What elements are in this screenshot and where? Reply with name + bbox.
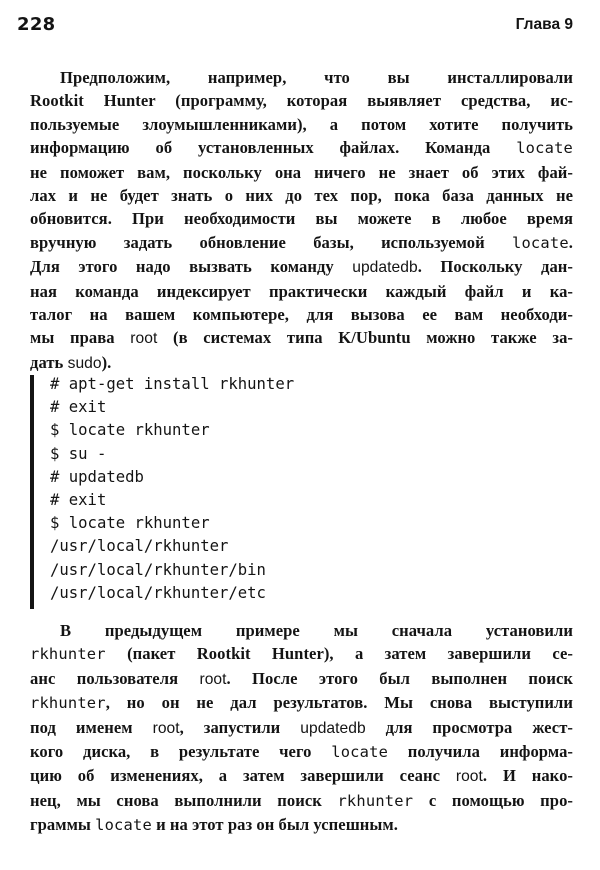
text-line bbox=[30, 89, 573, 112]
text-line bbox=[30, 280, 573, 303]
text-line bbox=[30, 326, 573, 350]
paragraph-2 bbox=[30, 619, 573, 838]
inline-code: rkhunter bbox=[30, 645, 106, 664]
text-run: для просмотра жест- bbox=[365, 717, 573, 737]
text-run: под именем bbox=[30, 717, 153, 737]
page-number: 228 bbox=[17, 14, 56, 35]
text-run: , но он не дал результатов. Мы снова выступили bbox=[105, 693, 573, 713]
code-line: # exit bbox=[50, 398, 107, 417]
text-line bbox=[30, 113, 573, 136]
text-run: Для этого надо вызвать команду bbox=[30, 257, 353, 277]
text-run: , запустили bbox=[179, 717, 301, 737]
code-line: /usr/local/rkhunter/etc bbox=[50, 583, 266, 602]
text-run: получила информа- bbox=[388, 742, 573, 762]
code-line: # exit bbox=[50, 490, 107, 509]
inline-code: rkhunter bbox=[337, 791, 414, 810]
text-line bbox=[30, 303, 573, 326]
text-run: . И нако- bbox=[482, 766, 573, 786]
text-line bbox=[30, 764, 573, 788]
text-run: граммы bbox=[30, 815, 96, 835]
text-line bbox=[30, 667, 573, 691]
text-run: нец, мы снова выполнили поиск bbox=[30, 790, 338, 810]
text-run: В предыдущем примере мы сначала установили bbox=[60, 621, 573, 640]
code-line: $ su - bbox=[50, 444, 107, 463]
text-line bbox=[30, 231, 573, 255]
text-run: (в системах типа K/Ubuntu можно также за- bbox=[157, 328, 573, 348]
text-run: (пакет Rootkit Hunter), а затем завершили се- bbox=[105, 644, 573, 664]
inline-command: updatedb bbox=[300, 719, 366, 737]
inline-command: root bbox=[130, 330, 158, 348]
text-run: дать bbox=[30, 352, 68, 372]
text-line bbox=[30, 136, 573, 160]
text-line bbox=[30, 716, 573, 740]
inline-command: updatedb bbox=[352, 259, 418, 277]
text-line bbox=[30, 813, 573, 837]
inline-command: root bbox=[152, 719, 180, 737]
text-run: кого диска, в результате чего bbox=[30, 742, 332, 762]
text-run: мы права bbox=[30, 328, 131, 348]
inline-command: sudo bbox=[67, 354, 102, 372]
text-line bbox=[30, 207, 573, 230]
text-run: с помощью про- bbox=[413, 790, 573, 810]
code-line: $ locate rkhunter bbox=[50, 514, 210, 533]
text-run: ная команда индексирует практически каждый файл и ка- bbox=[30, 281, 573, 301]
text-run: лах и не будет знать о них до тех пор, пока база данных не bbox=[30, 186, 573, 206]
text-line bbox=[30, 161, 573, 184]
text-run: . bbox=[568, 232, 573, 252]
text-line bbox=[30, 691, 573, 715]
text-run: ). bbox=[101, 352, 112, 372]
code-line: # apt-get install rkhunter bbox=[50, 375, 295, 393]
text-run: анс пользователя bbox=[30, 668, 200, 688]
text-line bbox=[30, 642, 573, 666]
text-line bbox=[30, 66, 573, 89]
paragraph-1 bbox=[30, 66, 573, 375]
text-line bbox=[30, 351, 573, 375]
inline-code: locate bbox=[95, 816, 152, 835]
text-line bbox=[30, 740, 573, 764]
text-run: вручную задать обновление базы, используемой bbox=[30, 232, 512, 252]
inline-code: locate bbox=[512, 233, 569, 252]
inline-code: rkhunter bbox=[30, 694, 106, 713]
text-run: . После этого был выполнен поиск bbox=[226, 668, 574, 688]
text-run: не поможет вам, поскольку она ничего не знает об этих фай- bbox=[30, 162, 573, 182]
text-run: пользуемые злоумышленниками), а потом хотите получить bbox=[30, 114, 573, 134]
chapter-heading: Глава 9 bbox=[515, 16, 573, 33]
code-line: $ locate rkhunter bbox=[50, 421, 210, 440]
text-run: Rootkit Hunter (программу, которая выявляет средства, ис- bbox=[30, 91, 573, 111]
text-run: Предположим, например, что вы инсталлировали bbox=[60, 68, 573, 87]
text-run: . Поскольку дан- bbox=[417, 257, 573, 277]
inline-code: locate bbox=[331, 743, 389, 762]
text-run: талог на вашем компьютере, для вызова ее вам необходи- bbox=[30, 305, 573, 325]
inline-code: locate bbox=[516, 139, 573, 158]
code-block-bar bbox=[30, 375, 34, 609]
text-line bbox=[30, 184, 573, 207]
text-run: и на этот раз он был успешным. bbox=[151, 815, 398, 835]
text-run: цию об изменениях, а затем завершили сеанс bbox=[30, 766, 456, 786]
code-line: /usr/local/rkhunter bbox=[50, 537, 229, 556]
text-run: информацию об установленных файлах. Команда bbox=[30, 138, 517, 158]
text-run: обновится. При необходимости вы можете в любое время bbox=[30, 209, 573, 229]
inline-command: root bbox=[199, 670, 227, 688]
code-lines bbox=[50, 373, 294, 605]
code-line: # updatedb bbox=[50, 467, 144, 486]
text-line bbox=[30, 619, 573, 642]
text-line bbox=[30, 789, 573, 813]
inline-command: root bbox=[455, 768, 483, 786]
text-line bbox=[30, 255, 573, 279]
code-line: /usr/local/rkhunter/bin bbox=[50, 560, 266, 579]
